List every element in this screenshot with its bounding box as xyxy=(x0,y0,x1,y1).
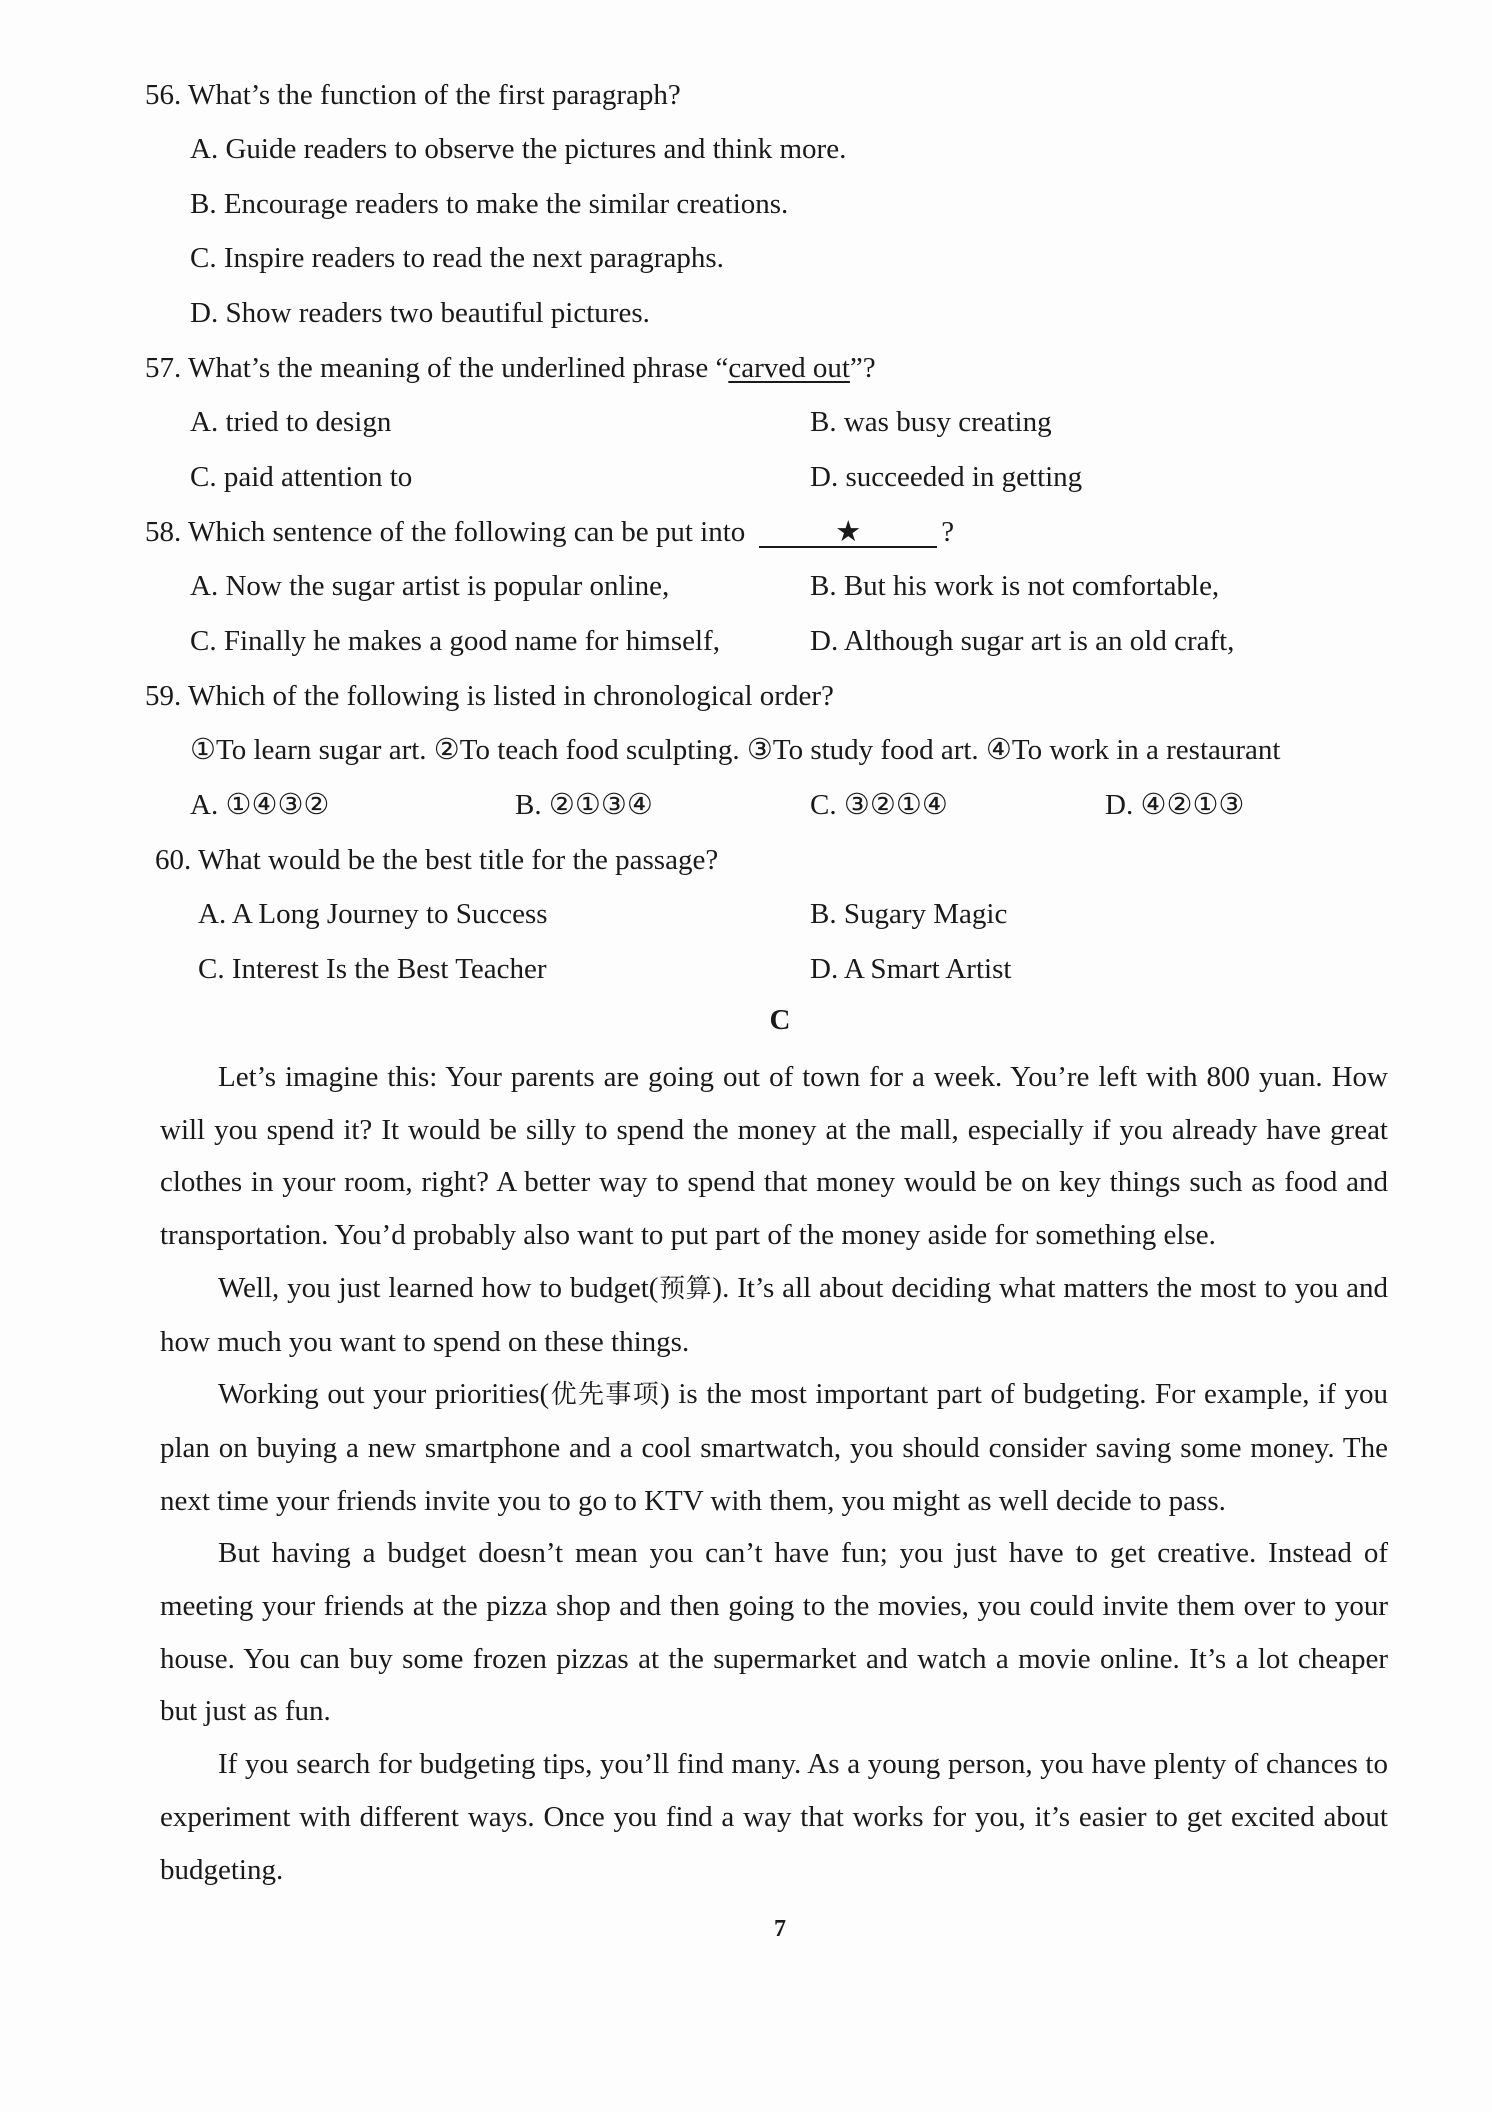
passage-paragraph-3: Working out your priorities(优先事项) is the most important part of budgeting. For example, if you plan on buying a new smartphone and a cool smartwatch, you should consider saving some money. The next time your friends invite you to go to KTV with them, you might as well decide to pass. xyxy=(160,1378,1388,1517)
passage-paragraph-4: But having a budget doesn’t mean you can’t have fun; you just have to get creative. Instead of meeting your friends at the pizza shop and then going to the movies, you could invite them over to your house. You can buy some frozen pizzas at the supermarket and watch a movie online. It’s a lot cheaper but just as fun. xyxy=(160,1537,1388,1728)
q60-option-c: C. Interest Is the Best Teacher xyxy=(198,953,547,985)
q56-option-d: D. Show readers two beautiful pictures. xyxy=(190,297,650,329)
q57-option-a: A. tried to design xyxy=(190,406,392,438)
q58-option-c: C. Finally he makes a good name for himself, xyxy=(190,625,720,657)
q56-option-b: B. Encourage readers to make the similar creations. xyxy=(190,188,789,220)
q59-stem: 59. Which of the following is listed in chronological order? xyxy=(145,680,834,712)
q59-option-a: A. ①④③② xyxy=(190,789,330,821)
q56-option-a: A. Guide readers to observe the pictures and think more. xyxy=(190,133,847,165)
q58-option-d: D. Although sugar art is an old craft, xyxy=(810,625,1235,657)
q60-option-d: D. A Smart Artist xyxy=(810,953,1012,985)
q58-question-mark: ? xyxy=(941,516,955,548)
q57-option-d: D. succeeded in getting xyxy=(810,461,1083,493)
chinese-gloss: 预算 xyxy=(658,1273,713,1304)
passage-paragraph-1: Let’s imagine this: Your parents are going out of town for a week. You’re left with 800 yuan. How will you spend it? It would be silly to spend the money at the mall, especially if you already have great clothes in your room, right? A better way to spend that money would be on key things such as food and transportation. You’d probably also want to put part of the money aside for something else. xyxy=(160,1061,1388,1252)
q60-option-a: A. A Long Journey to Success xyxy=(198,898,548,930)
q60-option-b: B. Sugary Magic xyxy=(810,898,1008,930)
q58-blank xyxy=(759,516,937,548)
q57-stem xyxy=(145,350,876,386)
section-heading: C xyxy=(769,1004,791,1036)
q57-option-c: C. paid attention to xyxy=(190,461,413,493)
q56-stem: 56. What’s the function of the first paragraph? xyxy=(145,79,681,111)
q58-stem-text: 58. Which sentence of the following can be put into xyxy=(145,516,746,548)
q56-option-c: C. Inspire readers to read the next paragraphs. xyxy=(190,242,724,274)
star-icon: ★ xyxy=(835,516,862,548)
passage-paragraph-2: Well, you just learned how to budget(预算). It’s all about deciding what matters the most to you and how much you want to spend on these things. xyxy=(160,1271,1388,1358)
q58-stem xyxy=(145,514,954,550)
q57-option-b: B. was busy creating xyxy=(810,406,1052,438)
q58-option-b: B. But his work is not comfortable, xyxy=(810,570,1220,602)
passage-paragraph-5: If you search for budgeting tips, you’ll find many. As a young person, you have plenty of chances to experiment with different ways. Once you find a way that works for you, it’s easier to get excited about budgeting. xyxy=(160,1748,1388,1886)
q59-option-d: D. ④②①③ xyxy=(1105,789,1245,821)
passage xyxy=(160,1051,1388,1896)
chinese-gloss: 优先事项 xyxy=(549,1380,661,1411)
q59-option-b: B. ②①③④ xyxy=(515,789,653,821)
q57-stem-after: ”? xyxy=(849,352,876,384)
page-number: 7 xyxy=(774,1916,786,1942)
q59-option-c: C. ③②①④ xyxy=(810,789,948,821)
q59-items: ①To learn sugar art. ②To teach food sculpting. ③To study food art. ④To work in a restaurant xyxy=(190,734,1281,766)
q57-stem-before: 57. What’s the meaning of the underlined phrase “ xyxy=(145,352,729,384)
q60-stem: 60. What would be the best title for the passage? xyxy=(155,844,719,876)
q58-option-a: A. Now the sugar artist is popular online, xyxy=(190,570,670,602)
q57-underlined-phrase: carved out xyxy=(728,352,850,384)
